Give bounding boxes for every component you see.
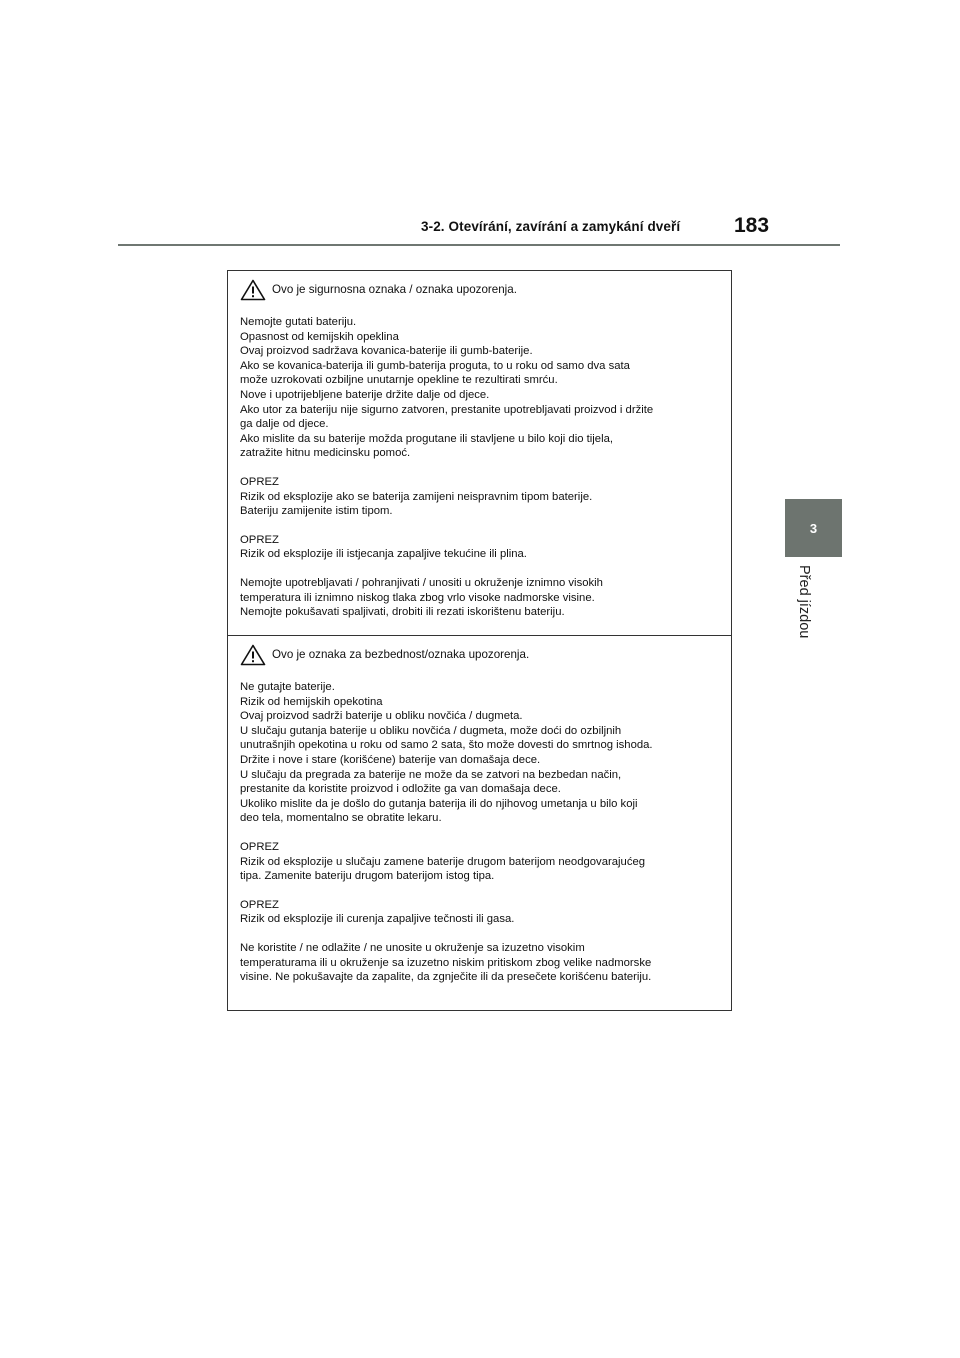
paragraph <box>240 475 719 519</box>
text-line: visine. Ne pokušavajte da zapalite, da zgnječite ili da presečete korišćenu bateriju. <box>240 971 652 984</box>
text-line: Nemojte upotrebljavati / pohranjivati / unositi u okruženje iznimno visokih <box>240 576 603 589</box>
text-line: zatražite hitnu medicinsku pomoć. <box>240 447 411 460</box>
text-line: Nove i upotrijebljene baterije držite dalje od djece. <box>240 388 490 401</box>
label-box-serbian <box>227 636 732 1011</box>
text-line: Ako mislite da su baterije možda progutane ili stavljene u bilo koji dio tijela, <box>240 432 613 445</box>
text-line: OPREZ <box>240 533 279 546</box>
text-line: Rizik od eksplozije u slučaju zamene baterije drugom baterijom neodgovarajućeg <box>240 855 646 868</box>
box-body <box>240 315 719 620</box>
text-line: Bateriju zamijenite istim tipom. <box>240 505 393 518</box>
paragraph <box>240 576 719 620</box>
paragraph <box>240 315 719 461</box>
text-line: Rizik od eksplozije ako se baterija zamijeni neispravnim tipom baterije. <box>240 490 593 503</box>
paragraph <box>240 941 719 985</box>
paragraph <box>240 680 719 826</box>
text-line: OPREZ <box>240 475 279 488</box>
text-line: Ako utor za bateriju nije sigurno zatvoren, prestanite upotrebljavati proizvod i držite <box>240 403 654 416</box>
text-line: ga dalje od djece. <box>240 418 329 431</box>
text-line: prestanite da koristite proizvod i odložite ga van domašaja dece. <box>240 783 561 796</box>
text-line: Ne gutajte baterije. <box>240 681 335 693</box>
text-line: Opasnost od kemijskih opeklina <box>240 330 399 343</box>
chapter-label: Před jízdou <box>796 565 812 639</box>
paragraph <box>240 898 719 927</box>
text-line: tipa. Zamenite bateriju drugom baterijom istog tipa. <box>240 870 495 883</box>
text-line: Rizik od hemijskih opekotina <box>240 695 383 708</box>
text-line: Držite i nove i stare (korišćene) baterije van domašaja dece. <box>240 753 541 766</box>
paragraph <box>240 840 719 884</box>
text-line: Ovaj proizvod sadrži baterije u obliku novčića / dugmeta. <box>240 710 523 723</box>
text-line: može uzrokovati ozbiljne unutarnje opekline te rezultirati smrću. <box>240 374 558 387</box>
text-line: Nemojte pokušavati spaljivati, drobiti ili rezati iskorištenu bateriju. <box>240 606 565 619</box>
text-line: Nemojte gutati bateriju. <box>240 316 357 328</box>
text-line: Rizik od eksplozije ili istjecanja zapaljive tekućine ili plina. <box>240 548 527 561</box>
text-line: U slučaju gutanja baterije u obliku novčića / dugmeta, može doći do ozbiljnih <box>240 724 622 737</box>
box-header <box>240 644 719 666</box>
text-line: Ako se kovanica-baterija ili gumb-baterija proguta, to u roku od samo dva sata <box>240 359 630 372</box>
text-line: Ne koristite / ne odlažite / ne unosite u okruženje sa izuzetno visokim <box>240 941 585 954</box>
header-rule <box>118 244 840 246</box>
page-number: 183 <box>734 214 770 237</box>
label-box-croatian <box>227 270 732 636</box>
warning-triangle-icon <box>240 644 266 666</box>
text-line: Ukoliko mislite da je došlo do gutanja baterija ili do njihovog umetanja u bilo koji <box>240 797 638 810</box>
box-header-text: Ovo je oznaka za bezbednost/oznaka upozorenja. <box>272 647 530 661</box>
paragraph <box>240 533 719 562</box>
text-line: temperaturama ili u okruženje sa izuzetno niskim pritiskom zbog velike nadmorske <box>240 956 652 969</box>
section-title: 3-2. Otevírání, zavírání a zamykání dveří <box>421 219 681 234</box>
warning-triangle-icon <box>240 279 266 301</box>
box-body <box>240 680 719 985</box>
text-line: temperatura ili iznimno niskog tlaka zbog vrlo visoke nadmorske visine. <box>240 591 595 604</box>
text-line: OPREZ <box>240 840 279 853</box>
box-header <box>240 279 719 301</box>
text-line: unutrašnjih opekotina u roku od samo 2 sata, što može dovesti do smrtnog ishoda. <box>240 739 653 752</box>
text-line: U slučaju da pregrada za baterije ne može da se zatvori na bezbedan način, <box>240 768 622 781</box>
chapter-tab: 3 <box>785 499 842 557</box>
text-line: Rizik od eksplozije ili curenja zapaljive tečnosti ili gasa. <box>240 913 515 926</box>
text-line: Ovaj proizvod sadržava kovanica-baterije ili gumb-baterije. <box>240 345 533 358</box>
text-line: deo tela, momentalno se obratite lekaru. <box>240 812 442 825</box>
text-line: OPREZ <box>240 898 279 911</box>
box-header-text: Ovo je sigurnosna oznaka / oznaka upozorenja. <box>272 282 517 296</box>
